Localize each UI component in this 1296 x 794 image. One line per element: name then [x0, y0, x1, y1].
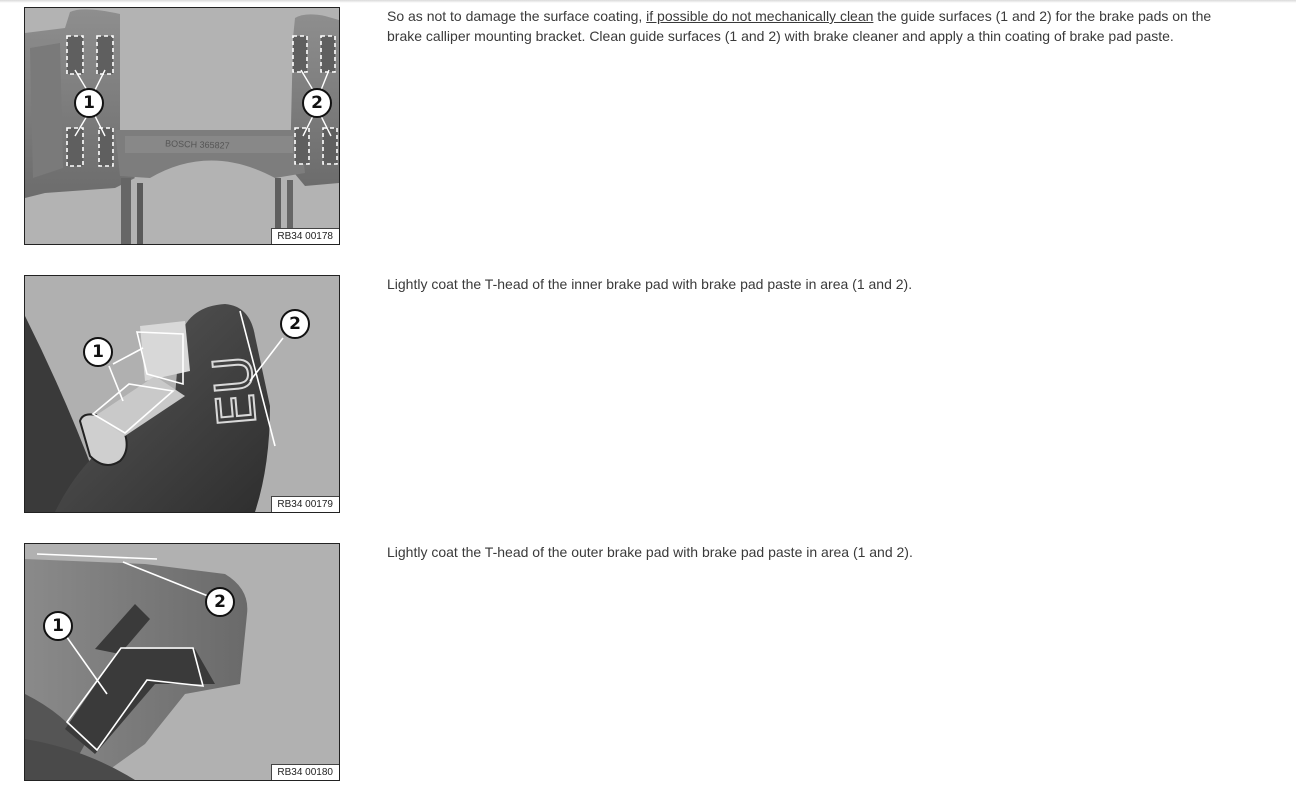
emphasis-underlined: if possible do not mechanically clean: [646, 8, 874, 24]
figure-code: RB34 00179: [271, 496, 339, 512]
pad-marking: EU: [202, 352, 269, 429]
callout-1: 1: [43, 611, 73, 641]
outer-brake-pad-image: [25, 544, 339, 780]
procedure-step-3: [24, 543, 1294, 783]
step-2-instruction: Lightly coat the T-head of the inner brake pad with brake pad paste in area (1 and 2).: [387, 276, 913, 292]
instruction-text: So as not to damage the surface coating,: [387, 8, 647, 24]
top-divider: [0, 0, 1296, 3]
instruction-text-cont: the guide surfaces (1 and 2) for the brake pads on the brake calliper mounting bracket. Clean guide surfaces (1 and 2) with brake cleaner and apply a thin coating of brake pad paste.: [387, 8, 1212, 44]
figure-code: RB34 00178: [271, 228, 339, 244]
figure-code: RB34 00180: [271, 764, 339, 780]
callout-2: 2: [205, 587, 235, 617]
step-3-illustration: [24, 543, 340, 781]
casting-mark: BOSCH 365827: [164, 138, 230, 151]
callout-1: 1: [83, 337, 113, 367]
callout-2: 2: [280, 309, 310, 339]
brake-bracket-image: [25, 8, 339, 244]
step-1-instruction: [387, 6, 1247, 46]
step-1-illustration: [24, 7, 340, 245]
procedure-step-2: [24, 275, 1294, 515]
callout-2: 2: [302, 88, 332, 118]
step-2-illustration: [24, 275, 340, 513]
procedure-step-1: [24, 7, 1294, 247]
callout-1: 1: [74, 88, 104, 118]
step-3-instruction: Lightly coat the T-head of the outer brake pad with brake pad paste in area (1 and 2).: [387, 544, 913, 560]
